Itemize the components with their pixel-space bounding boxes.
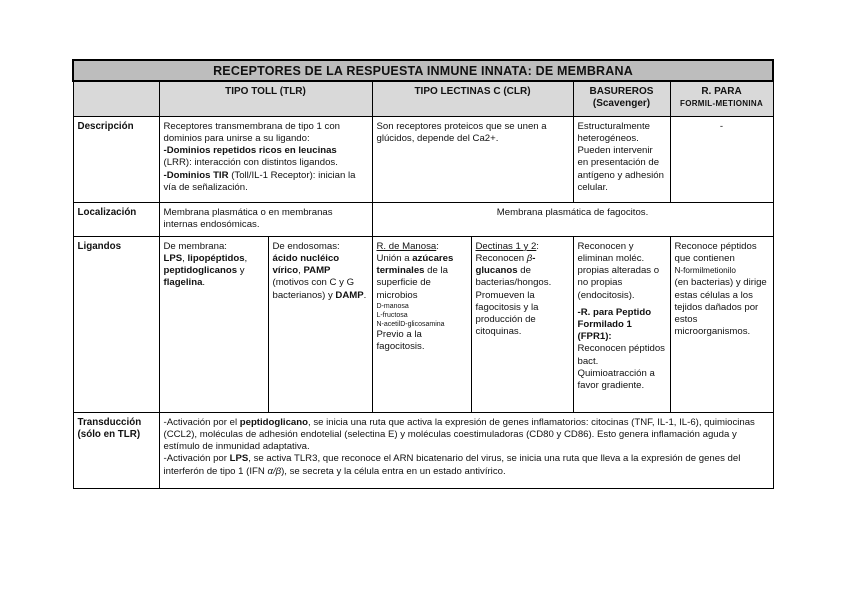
ligando-flagelina: flagelina bbox=[163, 277, 203, 289]
sep: , bbox=[182, 252, 188, 264]
localizacion-fagocitos: Membrana plasmática de fagocitos. bbox=[372, 202, 773, 236]
manosa-sub2: L-fructosa bbox=[376, 311, 408, 319]
ligando-peptidoglicanos: peptidoglicanos bbox=[163, 265, 238, 277]
descripcion-toll-lrr: -Dominios repetidos ricos en leucinas bbox=[163, 145, 337, 157]
sep: , bbox=[244, 252, 248, 264]
transduccion-l2-c: , se activa TLR3, que reconoce el ARN bicatenario del virus, se inicia una ruta que lleva a la expresión de genes del interferón de tipo 1 (IFN bbox=[163, 453, 741, 477]
transduccion-l2-d: ), se secreta y la célula entra en un estado antivírico. bbox=[281, 465, 506, 477]
manosa-p2: de la superficie de microbios bbox=[376, 265, 448, 301]
dectinas-glucanos: -glucanos bbox=[475, 252, 536, 277]
rpara-p2: N-formilmetionilo bbox=[674, 266, 736, 276]
transduccion-alpha-beta: α/β bbox=[267, 465, 282, 477]
manosa-sub3: N-acetilD-glicosamina bbox=[376, 320, 445, 328]
descripcion-toll-tir-rest: (Toll/IL-1 Receptor): inician la vía de señalización. bbox=[163, 169, 356, 193]
descripcion-basureros: Estructuralmente heterogéneos. Pueden intervenir en presentación de antígeno y adhesión celular. bbox=[573, 116, 670, 202]
row-label-transduccion bbox=[73, 412, 159, 488]
row-label-localizacion: Localización bbox=[73, 202, 159, 236]
transduccion-label-2: (sólo en TLR) bbox=[77, 428, 141, 440]
sep: : bbox=[536, 240, 539, 252]
dectinas-p1: Reconocen bbox=[475, 252, 527, 264]
ligando-damp: DAMP bbox=[335, 289, 364, 301]
ligandos-toll-endosomas bbox=[268, 236, 372, 412]
descripcion-lectinas: Son receptores proteicos que se unen a glúcidos, depende del Ca2+. bbox=[372, 116, 573, 202]
ligando-endosomas-mid: (motivos con C y G bacterianos) y bbox=[272, 277, 355, 301]
dectinas-title: Dectinas 1 y 2 bbox=[475, 240, 537, 252]
descripcion-toll-lrr-rest: (LRR): interacción con distintos ligandos. bbox=[163, 157, 338, 169]
basureros-fpr1: -R. para Peptido Formilado 1 (FPR1): bbox=[577, 306, 652, 343]
transduccion-l1-c: , se inicia una ruta que activa la expresión de genes inflamatorios: citocinas (TNF, IL-1, IL-6), quimiocinas (CCL2), moléculas de adhesión endotelial (selectina E) y moléculas coestimuladoras (CD80 y CD86). Esto genera inflamación aguda y estímulo de inmunidad adaptativa. bbox=[163, 416, 755, 453]
ligando-lipopeptidos: lipopéptidos bbox=[187, 252, 245, 264]
ligandos-rpara bbox=[670, 236, 773, 412]
transduccion-l2-a: -Activación por bbox=[163, 453, 230, 465]
basureros-p2: Reconocen péptidos bact. Quimioatracción a favor gradiente. bbox=[577, 343, 665, 391]
ligandos-endosomas-intro: De endosomas: bbox=[272, 240, 340, 252]
ligando-acido-nucleico: ácido nucléico vírico bbox=[272, 252, 340, 277]
rpara-p3: (en bacterias) y dirige estas células a los tejidos dañados por estos microorganismos. bbox=[674, 277, 767, 338]
header-lectinas: TIPO LECTINAS C (CLR) bbox=[372, 81, 573, 116]
descripcion-toll-tir: -Dominios TIR bbox=[163, 169, 229, 181]
table-title: RECEPTORES DE LA RESPUESTA INMUNE INNATA: DE MEMBRANA bbox=[73, 60, 773, 81]
descripcion-toll-intro: Receptores transmembrana de tipo 1 con dominios para unirse a su ligando: bbox=[163, 120, 341, 144]
transduccion-lps: LPS bbox=[229, 453, 249, 465]
header-rpara-line1: R. PARA bbox=[701, 86, 742, 98]
sep: y bbox=[237, 265, 245, 277]
ligandos-manosa bbox=[372, 236, 471, 412]
dectinas-beta: β bbox=[526, 252, 533, 264]
sep: , bbox=[298, 265, 304, 277]
row-label-descripcion: Descripción bbox=[73, 116, 159, 202]
transduccion-l1-a: -Activación por el bbox=[163, 416, 240, 428]
ligando-lps: LPS bbox=[163, 252, 183, 264]
descripcion-rpara: - bbox=[670, 116, 773, 202]
transduccion-content bbox=[159, 412, 773, 488]
rpara-p1: Reconoce péptidos que contienen bbox=[674, 240, 757, 264]
header-toll: TIPO TOLL (TLR) bbox=[159, 81, 372, 116]
manosa-sub1: D-manosa bbox=[376, 302, 409, 310]
header-rpara-line2: FORMIL-METIONINA bbox=[680, 99, 764, 109]
row-label-ligandos: Ligandos bbox=[73, 236, 159, 412]
manosa-title: R. de Manosa bbox=[376, 240, 437, 252]
manosa-p1: Unión a bbox=[376, 252, 413, 264]
ligandos-dectinas bbox=[471, 236, 573, 412]
receptors-table bbox=[72, 59, 774, 489]
header-empty-cell bbox=[73, 81, 159, 116]
header-basureros-line2: (Scavenger) bbox=[592, 98, 651, 110]
header-basureros-line1: BASUREROS bbox=[589, 86, 654, 98]
ligandos-toll-membrana bbox=[159, 236, 268, 412]
manosa-azucares: azúcares terminales bbox=[376, 252, 454, 277]
ligando-pamp: PAMP bbox=[303, 265, 331, 277]
transduccion-peptidoglicano: peptidoglicano bbox=[239, 416, 308, 428]
header-rpara bbox=[670, 81, 773, 116]
transduccion-label-1: Transducción bbox=[77, 416, 142, 428]
dectinas-p2: de bacterias/hongos. Promueven la fagocitosis y la producción de citoquinas. bbox=[475, 265, 552, 338]
manosa-p3: Previo a la fagocitosis. bbox=[376, 328, 425, 352]
localizacion-toll: Membrana plasmática o en membranas internas endosómicas. bbox=[159, 202, 372, 236]
descripcion-toll bbox=[159, 116, 372, 202]
sep: . bbox=[363, 289, 367, 301]
sep: : bbox=[436, 240, 439, 252]
ligandos-basureros bbox=[573, 236, 670, 412]
basureros-p1: Reconocen y eliminan moléc. propias alteradas o no propias (endocitosis). bbox=[577, 240, 660, 301]
header-basureros bbox=[573, 81, 670, 116]
ligandos-membrana-intro: De membrana: bbox=[163, 240, 227, 252]
sep: . bbox=[202, 277, 206, 289]
